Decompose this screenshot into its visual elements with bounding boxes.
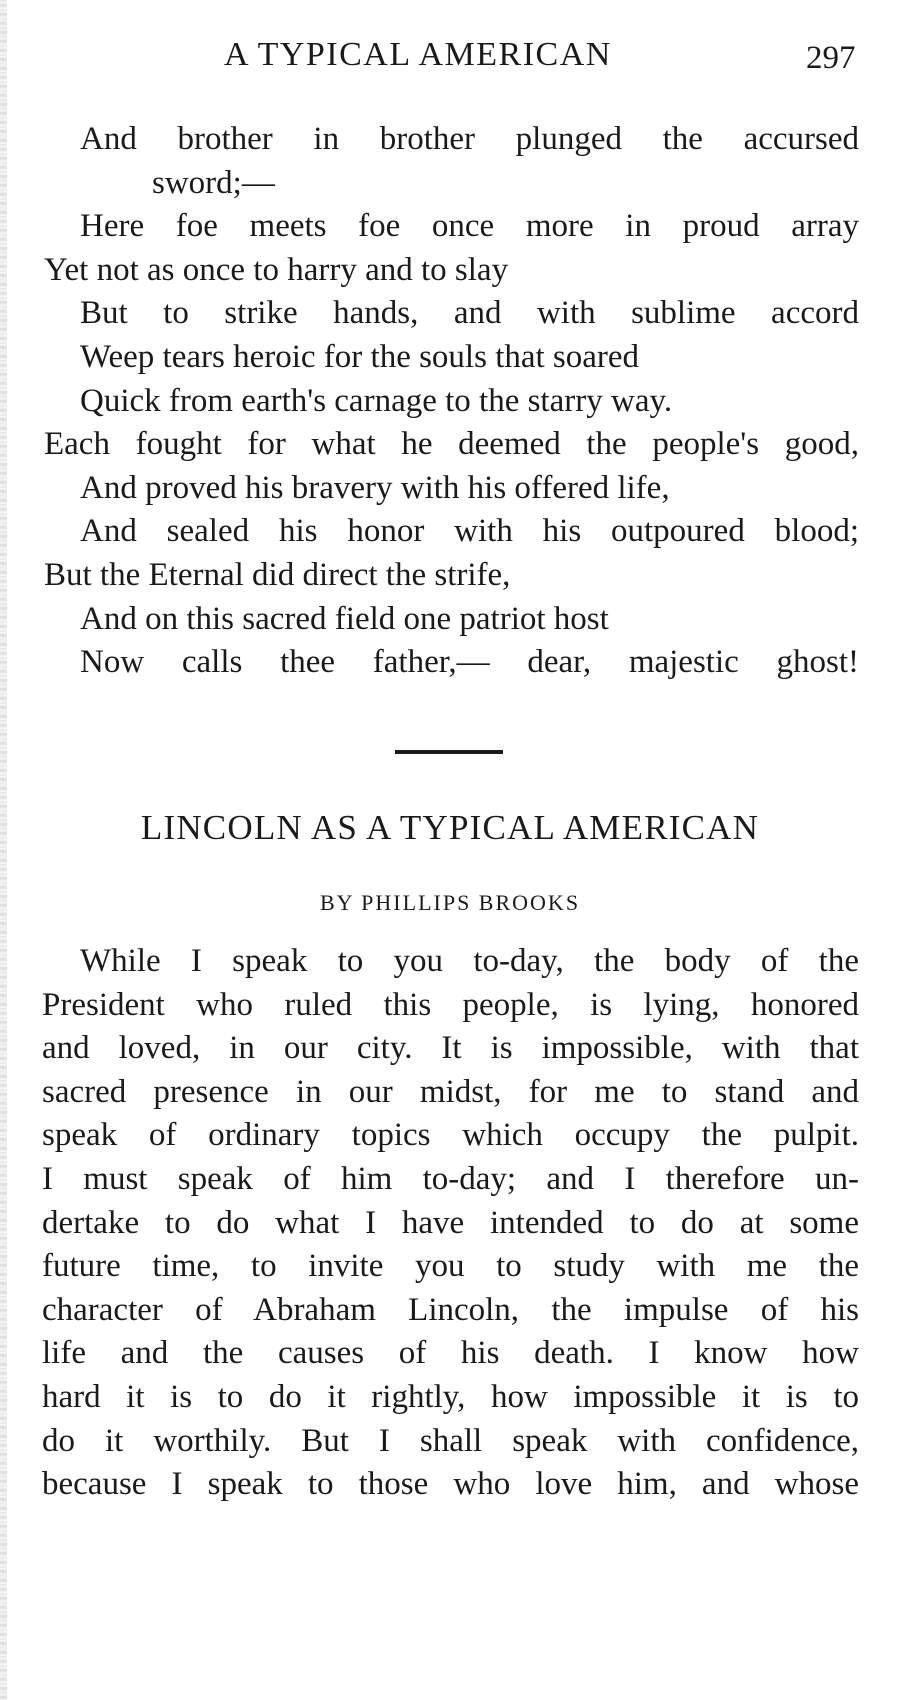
poem-line bbox=[0, 510, 900, 554]
body-line-text: While I speak to you to-day, the body of the bbox=[80, 943, 859, 979]
body-line-text: I must speak of him to-day; and I therefore un- bbox=[42, 1160, 859, 1197]
body-line bbox=[0, 1114, 900, 1158]
poem-line-text: And proved his bravery with his offered life, bbox=[80, 469, 670, 506]
poem-line bbox=[0, 380, 900, 424]
body-line bbox=[0, 1332, 900, 1376]
body-line-text: because I speak to those who love him, and whose bbox=[42, 1466, 859, 1503]
body-line-text: President who ruled this people, is lying, honored bbox=[42, 986, 859, 1023]
article-byline: BY PHILLIPS BROOKS bbox=[319, 890, 581, 915]
body-line bbox=[0, 1420, 900, 1464]
running-title: A TYPICAL AMERICAN bbox=[224, 36, 612, 73]
poem-line-text: And sealed his honor with his outpoured blood; bbox=[80, 513, 859, 550]
article-title: LINCOLN AS A TYPICAL AMERICAN bbox=[140, 808, 760, 847]
body-line-text: dertake to do what I have intended to do at some bbox=[42, 1204, 859, 1241]
body-line-text: do it worthily. But I shall speak with confidence, bbox=[42, 1422, 859, 1459]
poem-line-text: Weep tears heroic for the souls that soared bbox=[80, 338, 640, 375]
body-line-text: hard it is to do it rightly, how impossible it is to bbox=[42, 1378, 859, 1415]
body-line bbox=[0, 1376, 900, 1420]
article-body bbox=[0, 940, 900, 1507]
poem-line-text: But the Eternal did direct the strife, bbox=[44, 556, 511, 593]
poem-line bbox=[0, 336, 900, 380]
section-divider bbox=[395, 750, 503, 754]
poem-line-text: Now calls thee father,— dear, majestic ghost! bbox=[80, 644, 859, 681]
body-line-text: life and the causes of his death. I know how bbox=[42, 1335, 859, 1372]
poem bbox=[0, 118, 900, 685]
poem-line-text: And brother in brother plunged the accursed bbox=[80, 121, 859, 157]
poem-line bbox=[0, 598, 900, 642]
body-line-text: future time, to invite you to study with me the bbox=[42, 1248, 859, 1285]
body-line bbox=[0, 940, 900, 984]
poem-line bbox=[0, 292, 900, 336]
poem-line-text: But to strike hands, and with sublime accord bbox=[80, 295, 859, 332]
poem-line bbox=[0, 249, 900, 293]
body-line bbox=[0, 1463, 900, 1507]
body-line bbox=[0, 1158, 900, 1202]
body-line-text: character of Abraham Lincoln, the impulse of his bbox=[42, 1291, 859, 1328]
poem-line bbox=[0, 118, 900, 162]
body-line-text: sacred presence in our midst, for me to stand and bbox=[42, 1073, 859, 1110]
running-head bbox=[0, 30, 900, 80]
poem-line bbox=[0, 162, 900, 206]
poem-line bbox=[0, 641, 900, 685]
poem-line bbox=[0, 205, 900, 249]
body-line bbox=[0, 1289, 900, 1333]
poem-line-text: Here foe meets foe once more in proud array bbox=[80, 208, 859, 245]
poem-line bbox=[0, 467, 900, 511]
poem-line bbox=[0, 423, 900, 467]
body-line bbox=[0, 1245, 900, 1289]
poem-line-text: Quick from earth's carnage to the starry way. bbox=[80, 382, 673, 419]
poem-line-text: And on this sacred field one patriot host bbox=[80, 600, 609, 637]
body-line bbox=[0, 1071, 900, 1115]
poem-line-text: sword;— bbox=[152, 164, 275, 201]
body-line bbox=[0, 1202, 900, 1246]
body-line bbox=[0, 1027, 900, 1071]
poem-line bbox=[0, 554, 900, 598]
body-line-text: speak of ordinary topics which occupy the pulpit. bbox=[42, 1117, 859, 1154]
body-line bbox=[0, 984, 900, 1028]
poem-line-text: Each fought for what he deemed the people's good, bbox=[44, 426, 859, 463]
poem-line-text: Yet not as once to harry and to slay bbox=[44, 251, 509, 288]
body-line-text: and loved, in our city. It is impossible, with that bbox=[42, 1030, 859, 1067]
page-number: 297 bbox=[806, 40, 856, 76]
